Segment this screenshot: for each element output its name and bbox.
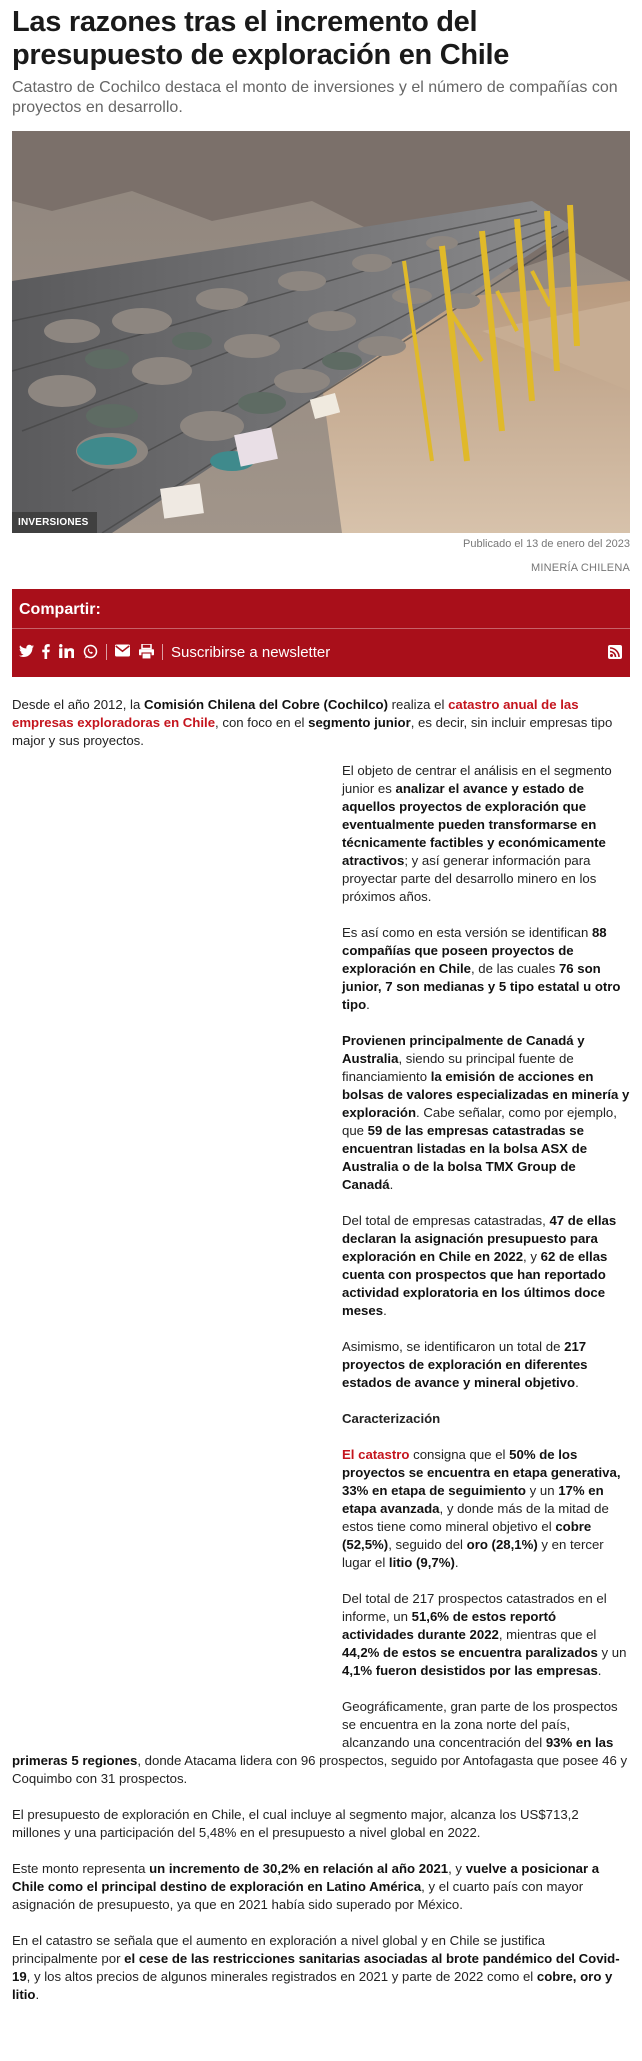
twitter-icon[interactable] xyxy=(19,644,34,660)
article-source[interactable]: MINERÍA CHILENA xyxy=(531,562,630,574)
facebook-icon[interactable] xyxy=(42,644,50,660)
rss-icon[interactable] xyxy=(608,645,622,659)
paragraph: Asimismo, se identificaron un total de 217 proyectos de exploración en diferentes estados de avance y mineral objetivo. xyxy=(342,1339,588,1390)
share-separator xyxy=(162,644,163,660)
mail-icon[interactable] xyxy=(115,644,130,660)
section-heading: Caracterización xyxy=(342,1411,441,1426)
paragraph-intro: Desde el año 2012, la Comisión Chilena del Cobre (Cochilco) realiza el catastro anual de las empresas exploradoras en Chile, con foco en el segmento junior, es decir, sin incluir empresas tipo major y sus proyectos. xyxy=(12,697,613,748)
share-bar xyxy=(12,589,630,677)
share-title: Compartir: xyxy=(19,601,101,618)
paragraph: El objeto de centrar el análisis en el segmento junior es analizar el avance y estado de aquellos proyectos de exploración que eventualmente pueden transformarse en técnicamente factibles y económicamente atractivos; y así generar información para proyectar parte del desarrollo minero en los próximos años. xyxy=(342,763,612,904)
paragraph: Provienen principalmente de Canadá y Australia, siendo su principal fuente de financiamiento la emisión de acciones en bolsas de valores especializadas en minería y exploración. Cabe señalar, como por ejemplo, que 59 de las empresas catastradas se encuentran listadas en la bolsa ASX de Australia o de la bolsa TMX Group de Canadá. xyxy=(342,1033,630,1192)
linkedin-icon[interactable] xyxy=(59,644,74,660)
paragraph: Del total de empresas catastradas, 47 de ellas declaran la asignación presupuesto para exploración en Chile en 2022, y 62 de ellas cuenta con prospectos que han reportado actividad exploratoria en los últimos doce meses. xyxy=(342,1213,617,1318)
catastro-inline-link[interactable]: El catastro xyxy=(342,1447,410,1462)
share-separator xyxy=(106,644,107,660)
article-title: Las razones tras el incremento del presupuesto de exploración en Chile xyxy=(12,6,510,71)
core-samples-photo xyxy=(12,131,630,533)
whatsapp-icon[interactable] xyxy=(83,644,98,660)
catastro-link[interactable]: catastro anual de las empresas exploradoras en Chile xyxy=(12,697,579,730)
article-subtitle: Catastro de Cochilco destaca el monto de inversiones y el número de compañías con proyectos en desarrollo. xyxy=(12,79,618,116)
article-body xyxy=(12,696,630,2022)
paragraph: Del total de 217 prospectos catastrados en el informe, un 51,6% de estos reportó actividades durante 2022, mientras que el 44,2% de estos se encuentra paralizados y un 4,1% fueron desistidos por las empresas. xyxy=(342,1591,627,1678)
share-icons xyxy=(19,644,330,660)
paragraph: En el catastro se señala que el aumento en exploración a nivel global y en Chile se justifica principalmente por el cese de las restricciones sanitarias asociadas al brote pandémico del Covid-19, y los altos precios de algunos minerales registrados en 2021 y parte de 2022 como el cobre, oro y litio. xyxy=(12,1933,620,2002)
paragraph: Geográficamente, gran parte de los prospectos se encuentra en la zona norte del país, alcanzando una concentración del 93% en las primeras 5 regiones, donde Atacama lidera con 96 prospectos, seguido por Antofagasta que posee 46 y Coquimbo con 31 prospectos. xyxy=(12,1699,628,1786)
embedded-ad-space xyxy=(12,762,342,1750)
newsletter-link[interactable]: Suscribirse a newsletter xyxy=(171,644,331,661)
paragraph: El catastro consigna que el 50% de los proyectos se encuentra en etapa generativa, 33% en etapa de seguimiento y un 17% en etapa avanzada, y donde más de la mitad de estos tiene como mineral objetivo el cobre (52,5%), seguido del oro (28,1%) y en tercer lugar el litio (9,7%). xyxy=(342,1447,621,1570)
category-badge[interactable]: INVERSIONES xyxy=(12,512,97,533)
paragraph: El presupuesto de exploración en Chile, el cual incluye al segmento major, alcanza los US$713,2 millones y una participación del 5,48% en el presupuesto a nivel global en 2022. xyxy=(12,1807,579,1840)
paragraph: Este monto representa un incremento de 30,2% en relación al año 2021, y vuelve a posicionar a Chile como el principal destino de exploración en Latino América, y el cuarto país con mayor asignación de presupuesto, ya que en 2021 había sido superado por México. xyxy=(12,1861,600,1912)
print-icon[interactable] xyxy=(139,644,154,660)
publish-date: Publicado el 13 de enero del 2023 xyxy=(463,538,630,550)
hero-image xyxy=(12,131,630,533)
share-divider xyxy=(12,628,630,629)
paragraph: Es así como en esta versión se identifican 88 compañías que poseen proyectos de exploración en Chile, de las cuales 76 son junior, 7 son medianas y 5 tipo estatal u otro tipo. xyxy=(342,925,621,1012)
